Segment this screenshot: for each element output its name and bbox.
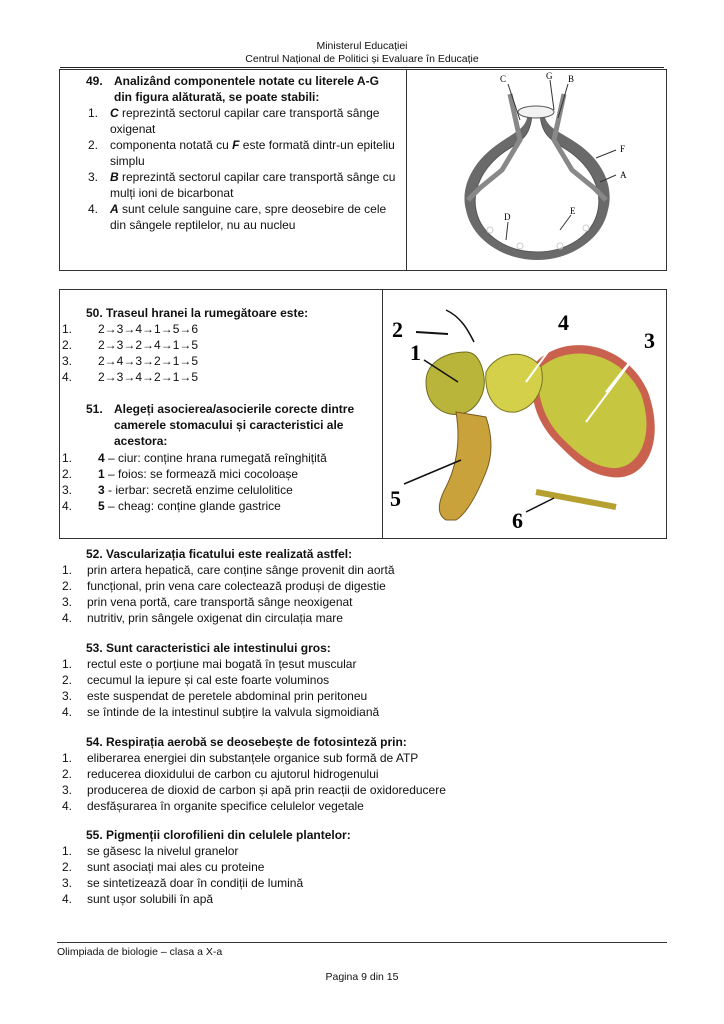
option-51-4: 4. 5 – cheag: conține glande gastrice	[62, 499, 281, 513]
option-50-1: 1. 2→3→4→1→5→6	[62, 322, 199, 336]
question-52-options	[62, 562, 662, 626]
question-53-options	[62, 656, 662, 720]
label-b: B	[568, 74, 575, 84]
label-a: A	[620, 170, 627, 180]
option-52-3: 3. prin vena portă, care transportă sânge neoxigenat	[62, 595, 353, 609]
label-c: C	[500, 74, 507, 84]
page-number: Pagina 9 din 15	[325, 971, 399, 983]
question-49-title: Analizând componentele notate cu literele A-G din figura alăturată, se poate stabili:	[114, 74, 379, 104]
question-55-title: 55. Pigmenții clorofilieni din celulele plantelor:	[86, 828, 351, 842]
stomach-label-3: 3	[644, 328, 655, 353]
label-d: D	[504, 212, 511, 222]
question-49	[86, 73, 398, 233]
question-51-options	[62, 450, 372, 514]
option-49-2: 2. componenta notată cu F este formată dintr-un epiteliu simplu	[88, 138, 395, 168]
question-54-title: 54. Respirația aerobă se deosebește de fotosinteză prin:	[86, 735, 407, 749]
option-50-2: 2. 2→3→2→4→1→5	[62, 338, 199, 352]
footer-olympiad: Olimpiada de biologie – clasa a X-a	[57, 946, 223, 958]
header-ministry: Ministerul Educației	[316, 40, 408, 52]
option-54-1: 1. eliberarea energiei din substanțele organice sub formă de ATP	[62, 751, 419, 765]
option-54-4: 4. desfășurarea în organite specifice celulelor vegetale	[62, 799, 364, 813]
option-51-1: 1. 4 – ciur: conține hrana rumegată reînghițită	[62, 451, 327, 465]
footer-divider	[57, 942, 667, 943]
question-50-options	[62, 321, 372, 385]
question-55-options	[62, 843, 662, 907]
question-50-51-cell-divider	[382, 290, 383, 538]
question-50-number: 50.	[86, 306, 103, 320]
option-51-3: 3. 3 - ierbar: secretă enzime celulolitice	[62, 483, 293, 497]
stomach-label-5: 5	[390, 486, 401, 511]
question-54-options	[62, 750, 662, 814]
label-f: F	[620, 144, 626, 154]
option-52-2: 2. funcțional, prin vena care colectează produși de digestie	[62, 579, 386, 593]
question-53-title: 53. Sunt caracteristici ale intestinului gros:	[86, 641, 331, 655]
option-53-2: 2. cecumul la iepure și cal este foarte voluminos	[62, 673, 330, 687]
question-51	[86, 401, 376, 449]
label-g: G	[546, 71, 553, 81]
question-51-title: Alegeți asocierea/asocierile corecte dintre camerele stomacului și caracteristici ale acestora:	[114, 402, 355, 448]
question-50	[86, 305, 376, 321]
option-53-3: 3. este suspendat de peretele abdominal prin peritoneu	[62, 689, 368, 703]
stomach-label-6: 6	[512, 508, 523, 533]
question-51-number: 51.	[86, 402, 103, 416]
option-55-4: 4. sunt ușor solubili în apă	[62, 892, 214, 906]
option-50-4: 4. 2→3→4→2→1→5	[62, 370, 199, 384]
option-49-4: 4. A sunt celule sanguine care, spre deosebire de cele din sângele reptilelor, nu au nucleu	[88, 202, 387, 232]
option-51-2: 2. 1 – foios: se formează mici cocoloașe	[62, 467, 299, 481]
question-55	[86, 827, 666, 843]
stomach-label-2: 2	[392, 317, 403, 342]
option-53-1: 1. rectul este o porțiune mai bogată în țesut muscular	[62, 657, 357, 671]
option-50-3: 3. 2→4→3→2→1→5	[62, 354, 199, 368]
question-49-box	[59, 69, 667, 271]
question-54	[86, 734, 666, 750]
question-52-title: 52. Vascularizația ficatului este realizată astfel:	[86, 547, 353, 561]
option-54-3: 3. producerea de dioxid de carbon și apă prin reacții de oxidoreducere	[62, 783, 446, 797]
question-49-cell-divider	[406, 70, 407, 270]
question-53	[86, 640, 666, 656]
option-55-1: 1. se găsesc la nivelul granelor	[62, 844, 239, 858]
header-divider	[60, 67, 664, 68]
option-49-1: 1. C reprezintă sectorul capilar care transportă sânge oxigenat	[88, 106, 380, 136]
question-50-title: Traseul hranei la rumegătoare este:	[106, 306, 309, 320]
option-55-2: 2. sunt asociați mai ales cu proteine	[62, 860, 265, 874]
question-49-options	[88, 105, 398, 233]
question-49-number: 49.	[86, 74, 103, 88]
option-55-3: 3. se sintetizează doar în condiții de lumină	[62, 876, 304, 890]
alveolus-figure	[410, 70, 664, 268]
question-50-51-box	[59, 289, 667, 539]
label-e: E	[570, 206, 576, 216]
option-49-3: 3. B reprezintă sectorul capilar care transportă sânge cu mulți ioni de bicarbonat	[88, 170, 396, 200]
stomach-label-1: 1	[410, 340, 421, 365]
option-53-4: 4. se întinde de la intestinul subțire la valvula sigmoidiană	[62, 705, 380, 719]
option-52-4: 4. nutritiv, prin sângele oxigenat din circulația mare	[62, 611, 343, 625]
ruminant-stomach-figure	[386, 292, 664, 536]
header-center: Centrul Național de Politici și Evaluare în Educație	[245, 53, 479, 65]
question-52	[86, 546, 666, 562]
option-54-2: 2. reducerea dioxidului de carbon cu ajutorul hidrogenului	[62, 767, 379, 781]
option-52-1: 1. prin artera hepatică, care conține sânge provenit din aortă	[62, 563, 395, 577]
stomach-label-4: 4	[558, 310, 569, 335]
